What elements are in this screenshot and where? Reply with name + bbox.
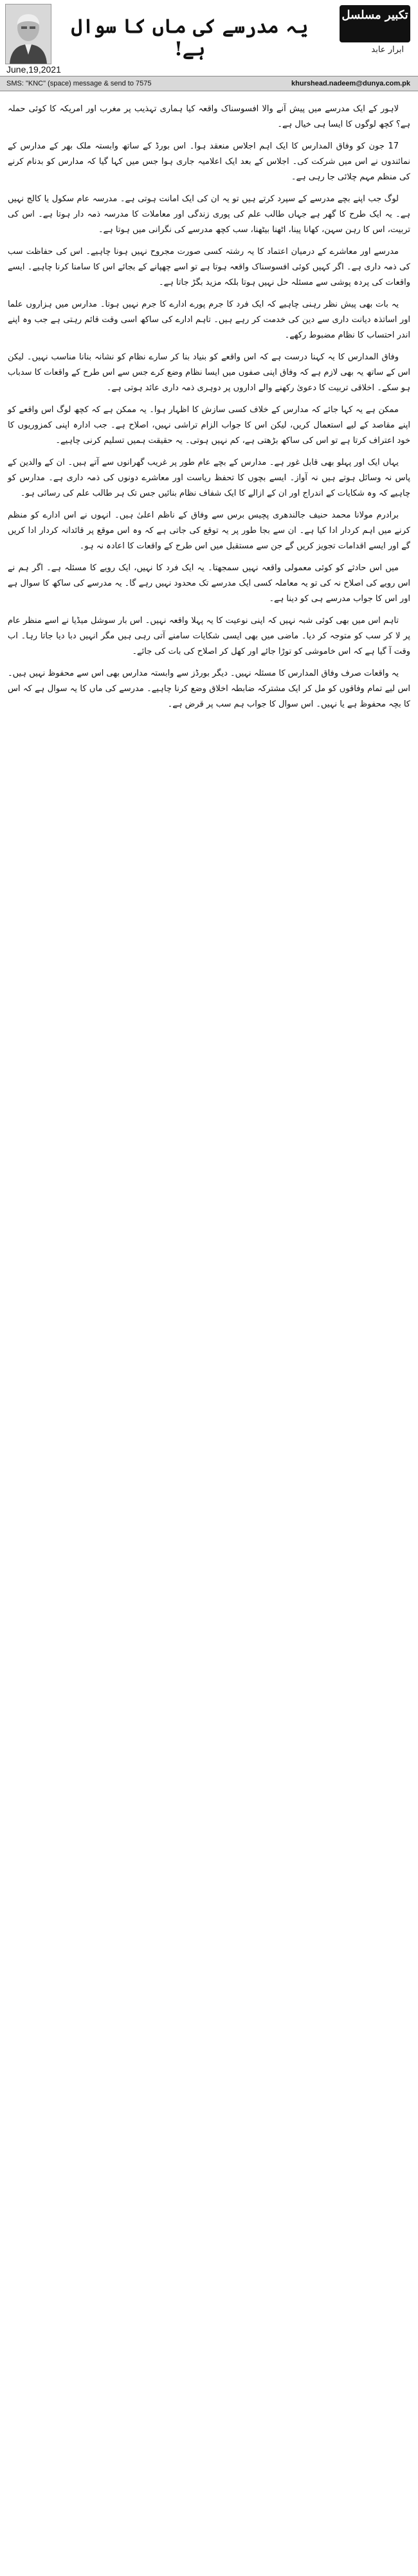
sms-instruction: SMS: "KNC" (space) message & send to 7575 [6, 80, 152, 87]
columnist-photo [5, 4, 51, 64]
paragraph: وفاق المدارس کا یہ کہنا درست ہے کہ اس واقعے کو بنیاد بنا کر سارے نظام کو نشانہ بنانا مناسب نہیں۔ لیکن اس کے ساتھ یہ بھی لازم ہے کہ وفاق اپنی صفوں میں ایسا نظام وضع کرے جس سے اس طرح کے واقعات کا سدباب ہو سکے۔ اخلاقی تربیت کا دعویٰ رکھنے والے اداروں پر دوہری ذمہ داری عائد ہوتی ہے۔ [8, 352, 410, 393]
paragraph: میں اس حادثے کو کوئی معمولی واقعہ نہیں سمجھتا۔ یہ ایک فرد کا نہیں، ایک رویے کا مسئلہ ہے۔ اگر ہم نے اس رویے کی اصلاح نہ کی تو یہ معاملہ کسی ایک مدرسے تک محدود نہیں رہے گا۔ یہ مدرسے کی ساکھ کا سوال ہے اور اس کا جواب مدرسے ہی کو دینا ہے۔ [8, 563, 410, 604]
paragraph: تاہم اس میں بھی کوئی شبہ نہیں کہ اپنی نوعیت کا یہ پہلا واقعہ نہیں۔ اس بار سوشل میڈیا نے اسے منظر عام پر لا کر سب کو متوجہ کر دیا۔ ماضی میں بھی ایسی شکایات سامنے آتی رہی ہیں مگر انہیں دبا دیا جاتا رہا۔ اب وقت آ گیا ہے کہ اس خاموشی کو توڑا جائے اور کھل کر اصلاح کی بات کی جائے۔ [8, 616, 410, 656]
article-title: یہ مدرسے کی ماں کا سوال ہے! [71, 15, 309, 60]
paragraph: مدرسے اور معاشرے کے درمیان اعتماد کا یہ رشتہ کسی صورت مجروح نہیں ہونا چاہیے۔ اس کی حفاظت سب کی ذمہ داری ہے۔ اگر کہیں کوئی افسوسناک واقعہ ہوتا ہے تو اسے چھپانے کے بجائے اس کا سامنا کرنا چاہیے۔ ایسے واقعات کی پردہ پوشی سے مسئلہ حل نہیں ہوتا بلکہ مزید بگڑ جاتا ہے۔ [8, 247, 410, 287]
article-body [8, 102, 410, 719]
paragraph: یہ بات بھی پیش نظر رہنی چاہیے کہ ایک فرد کا جرم پورے ادارے کا جرم نہیں ہوتا۔ مدارس میں ہزاروں علما اور اساتذہ دیانت داری سے دین کی خدمت کر رہے ہیں۔ تاہم ادارے کی ساکھ اسی وقت قائم رہتی ہے جب وہ اپنے اندر احتساب کا نظام مضبوط رکھے۔ [8, 300, 410, 340]
paragraph: یہ واقعات صرف وفاق المدارس کا مسئلہ نہیں۔ دیگر بورڈز سے وابستہ مدارس بھی اس سے محفوظ نہیں ہیں۔ اس لیے تمام وفاقوں کو مل کر ایک مشترکہ ضابطہ اخلاق وضع کرنا چاہیے۔ مدرسے کی ماں کا یہ سوال ہے کہ اس کا بچہ محفوظ ہے یا نہیں۔ اس سوال کا جواب ہم سب پر قرض ہے۔ [8, 669, 410, 709]
author-email: khurshead.nadeem@dunya.com.pk [291, 80, 410, 87]
contact-bar [0, 76, 418, 91]
publish-date: June,19,2021 [6, 64, 61, 75]
paragraph: لاہور کے ایک مدرسے میں پیش آنے والا افسوسناک واقعہ کیا ہماری تہذیب پر مغرب اور امریکہ کا کوئی حملہ ہے؟ کچھ لوگوں کا ایسا ہی خیال ہے۔ [8, 104, 410, 129]
paragraph: لوگ جب اپنے بچے مدرسے کے سپرد کرتے ہیں تو یہ ان کی ایک امانت ہوتی ہے۔ مدرسہ عام سکول یا کالج نہیں ہے۔ یہ ایک طرح کا گھر ہے جہاں طالب علم کی پوری زندگی اور معاملات کا مدرسہ ذمہ دار ہوتا ہے۔ اس کی تربیت، اس کا رہن سہن، کھانا پینا، اٹھنا بیٹھنا، سب کچھ مدرسے کی نگرانی میں ہوتا ہے۔ [8, 194, 410, 235]
paragraph: برادرم مولانا محمد حنیف جالندھری پچیس برس سے وفاق کے ناظم اعلیٰ ہیں۔ انہوں نے اس ادارے کو منظم کرنے میں اہم کردار ادا کیا ہے۔ ان سے بجا طور پر یہ توقع کی جاتی ہے کہ وہ اس موقع پر قائدانہ کردار ادا کریں گے اور ایسے اقدامات تجویز کریں گے جن سے مستقبل میں اس طرح کے واقعات کا اعادہ نہ ہو۔ [8, 510, 410, 551]
columnist-name: ابرار عابد [371, 45, 404, 55]
paragraph: 17 جون کو وفاق المدارس کا ایک اہم اجلاس منعقد ہوا۔ اس بورڈ کے ساتھ وابستہ ملک بھر کے مدارس کے نمائندوں نے اس میں شرکت کی۔ اجلاس کے بعد ایک اعلامیہ جاری ہوا جس میں کہا گیا کہ مدارس کو بدنام کرنے کی منظم مہم چلائی جا رہی ہے۔ [8, 141, 410, 182]
column-badge: تکبیر مسلسل [340, 5, 410, 42]
paragraph: یہاں ایک اور پہلو بھی قابل غور ہے۔ مدارس کے بچے عام طور پر غریب گھرانوں سے آتے ہیں۔ ان کے والدین کے پاس نہ وسائل ہوتے ہیں نہ آواز۔ ایسے بچوں کا تحفظ ریاست اور معاشرے دونوں کی ذمہ داری ہے۔ مدارس کو چاہیے کہ وہ شکایات کے اندراج اور ان کے ازالے کا ایک شفاف نظام بنائیں جس تک ہر طالب علم کی رسائی ہو۔ [8, 458, 410, 498]
column-header [0, 0, 418, 96]
portrait-icon [6, 5, 51, 64]
paragraph: ممکن ہے یہ کہا جائے کہ مدارس کے خلاف کسی سازش کا اظہار ہوا۔ یہ ممکن ہے کہ کچھ لوگ اس واقعے کو اپنے مقاصد کے لیے استعمال کریں، لیکن اس کا جواب الزام تراشی نہیں، اصلاح ہے۔ جب ادارہ اپنی کمزوریوں کا خود اعتراف کرتا ہے تو اس کی ساکھ بڑھتی ہے، کم نہیں ہوتی۔ یہ حقیقت ہمیں تسلیم کرنی چاہیے۔ [8, 405, 410, 446]
